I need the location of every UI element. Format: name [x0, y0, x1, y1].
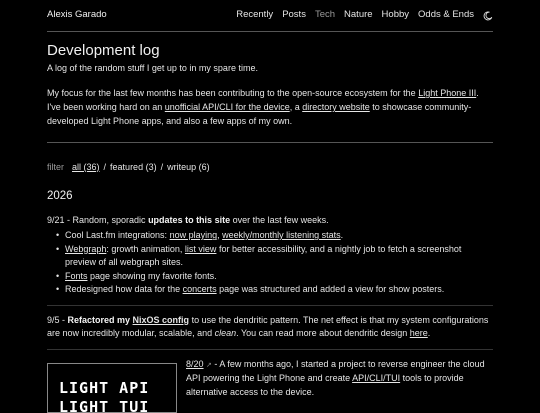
thumbnail-title: LIGHT API [59, 379, 150, 397]
concerts-link[interactable]: concerts [182, 284, 217, 295]
list-item: • Fonts page showing my favorite fonts. [47, 270, 493, 284]
moon-icon[interactable] [483, 11, 493, 21]
year-heading: 2026 [47, 190, 73, 203]
log-entry [47, 314, 493, 341]
log-entry [47, 214, 493, 297]
filter-bar: filter all (36) / featured (3) / writeup (6) [47, 161, 493, 175]
api-cli-link[interactable]: unofficial API/CLI for the device [164, 101, 290, 112]
page-subtitle: A log of the random stuff I get up to in my spare time. [47, 62, 258, 73]
entry-divider [47, 305, 493, 306]
nav-hobby[interactable]: Hobby [381, 9, 410, 21]
filter-featured[interactable]: featured (3) [110, 161, 157, 172]
filter-label: filter [47, 161, 65, 172]
directory-link[interactable]: directory website [302, 101, 370, 112]
intro-divider [47, 142, 493, 143]
listening-stats-link[interactable]: weekly/monthly listening stats [222, 230, 341, 241]
light-phone-link[interactable]: Light Phone III [418, 88, 477, 98]
thumbnail-title-2: LIGHT TUI [59, 398, 150, 413]
nav-recently[interactable]: Recently [236, 9, 274, 21]
fonts-link[interactable]: Fonts [65, 270, 88, 281]
list-item: • Redesigned how data for the concerts page was structured and added a view for show posters. [47, 283, 493, 297]
nav-tech[interactable]: Tech [314, 9, 336, 21]
filter-all[interactable]: all (36) [72, 161, 100, 172]
nav-odds-ends[interactable]: Odds & Ends [418, 9, 474, 21]
entry-text: 9/21 - Random, sporadic updates to this site over the last few weeks. [47, 214, 329, 225]
entry-text: 9/5 - Refactored my NixOS config to use the dendritic pattern. The net effect is that my system configurations are now incredibly modular, scalable, and clean. You can read more about dendritic design here. [47, 314, 489, 339]
list-item: • Webgraph: growth animation, list view for better accessibility, and a nightly job to fetch a screenshot preview of all webgraph sites. [47, 243, 493, 270]
filter-writeup[interactable]: writeup (6) [167, 161, 210, 172]
nav-nature[interactable]: Nature [344, 9, 373, 21]
list-view-link[interactable]: list view [184, 243, 217, 254]
site-brand[interactable]: Alexis Garado [47, 9, 107, 21]
light-api-thumbnail[interactable] [47, 363, 177, 413]
entry-divider [47, 349, 493, 350]
site-header [47, 0, 493, 31]
nixos-config-link[interactable]: NixOS config [132, 314, 190, 325]
page-title: Development log [47, 42, 160, 59]
list-item: • Cool Last.fm integrations: now playing, weekly/monthly listening stats. [47, 229, 493, 243]
header-divider [47, 31, 493, 32]
webgraph-link[interactable]: Webgraph [65, 243, 107, 254]
external-link-icon: ↗ [206, 362, 212, 369]
main-nav [236, 8, 493, 22]
api-cli-tui-link[interactable]: API/CLI/TUI [352, 372, 401, 383]
intro-paragraph: My focus for the last few months has been contributing to the open-source ecosystem for the Light Phone III. I've been working hard on an unofficial API/CLI for the device, a directory website to showcase community-developed Light Phone apps, and also a few apps of my own. [47, 88, 479, 126]
entry-bullets [47, 229, 493, 297]
entry-text: 8/20 ↗ - A few months ago, I started a project to reverse engineer the cloud API powering the Light Phone and create API/CLI/TUI tools to provide alternative access to the device. [186, 359, 485, 397]
nav-posts[interactable]: Posts [282, 9, 306, 21]
entry-date-link[interactable]: 8/20 [186, 359, 204, 369]
now-playing-link[interactable]: now playing [169, 230, 218, 241]
dendritic-here-link[interactable]: here [409, 328, 428, 339]
